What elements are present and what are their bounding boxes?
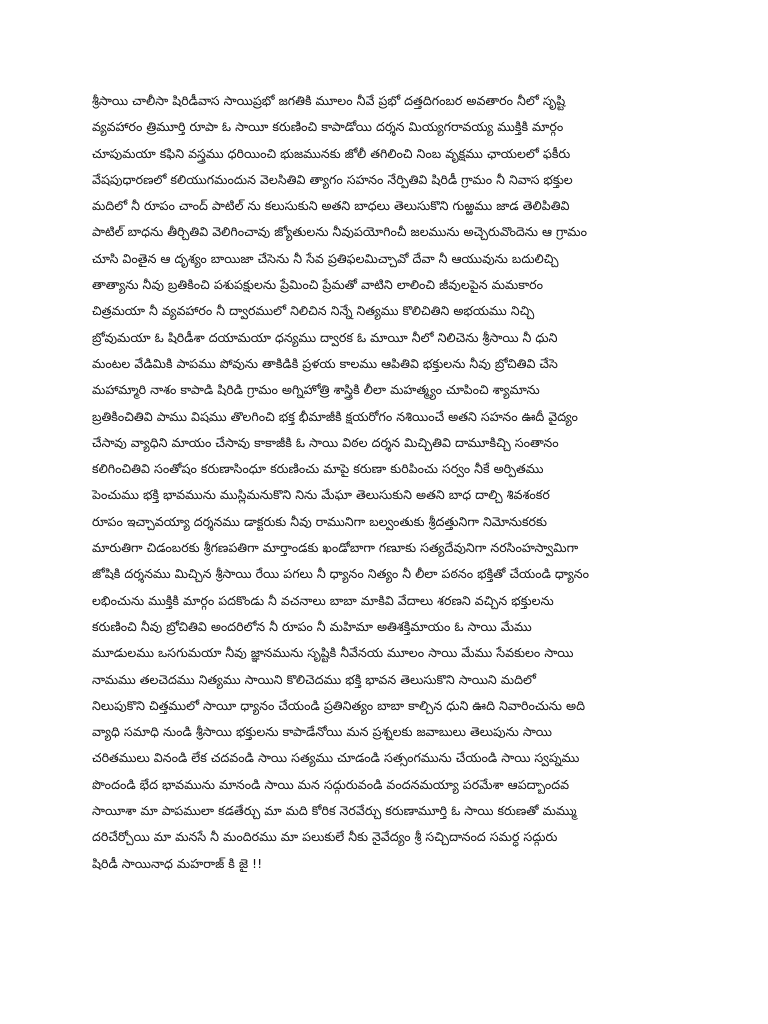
text-line: సాయీశా మా పాపములా కడతేర్చు మా మది కోరిక నెరవేర్చు కరుణామూర్తి ఓ సాయి కరుణతో మమ్ము [92,803,577,819]
text-line: కలిగించితివి సంతోషం కరుణాసింధూ కరుణించు మాపై కరుణా కురిపించు సర్వం నీకే అర్పితము [92,461,544,477]
text-line: జోషికి దర్శనము మిచ్చిన శ్రీసాయి రేయి పగలు నీ ధ్యానం నిత్యం నీ లీలా పఠనం భక్తితో చేయండి ధ్యానం [92,566,590,582]
text-line: కరుణించి నీవు బ్రోచితివి అందరిలోన నీ రూపం నీ మహిమా అతిశక్తిమాయం ఓ సాయి మేము [92,618,532,634]
text-line: నామము తలచెదము నిత్యము సాయిని కొలిచెదము భక్తి భావన తెలుసుకొని సాయిని మదిలో [92,671,536,687]
text-line: వేషపుధారణలో కలియుగమందున వెలసితివి త్యాగం సహనం నేర్పితివి షిరిడీ గ్రామం నీ నివాస భక్తుల [92,171,573,187]
text-line: బ్రోవుమయా ఓ షిరిడీశా దయామయా ధన్యము ద్వారక ఓ మాయీ నీలో నిలిచెను శ్రీసాయి నీ ధుని [92,329,558,345]
text-line: చూసి వింతైన ఆ దృశ్యం బాయిజా చేసెను నీ సేవ ప్రతిఫలమిచ్చావో దేవా నీ ఆయువును బదులిచ్చి [92,250,559,266]
text-line: వ్యవహారం త్రిమూర్తి రూపా ఓ సాయీ కరుణించి కాపాడోయి దర్శన మియ్యగరావయ్య ముక్తికి మార్గం [92,119,564,135]
text-line: మారుతిగా చిడంబరకు శ్రీగణపతిగా మార్తాండకు ఖండోబాగా గణూకు సత్యదేవునిగా నరసింహస్వామిగా [92,540,579,556]
text-line: మహామ్మారి నాశం కాపాడి షిరిడి గ్రామం అగ్నిహోత్రి శాస్త్రికి లీలా మహత్మ్యం చూపించి శ్యామాను [92,382,540,398]
text-line: చిత్రమయా నీ వ్యవహారం నీ ద్వారములో నిలిచిన నిన్నే నిత్యము కొలిచితిని అభయము నిచ్చి [92,303,535,319]
text-line: నిలుపుకొని చిత్తములో సాయీ ధ్యానం చేయండి ప్రతినిత్యం బాబా కాల్చిన ధుని ఊది నివారించును అది [92,697,585,713]
text-line: శ్రీసాయి చాలీసా షిరిడీవాస సాయిప్రభో జగతికి మూలం నీవే ప్రభో దత్తదిగంబర అవతారం నీలో సృష్టి [92,93,566,108]
text-line: వ్యాధి సమాధి నుండి శ్రీసాయి భక్తులను కాపాడేనోయి మన ప్రశ్నలకు జవాబులు తెలుపును సాయి [92,724,553,740]
text-line: రూపం ఇచ్చావయ్యా దర్శనము డాక్టరుకు నీవు రామునిగా బల్వంతుకు శ్రీదత్తునిగా నిమోనుకరకు [92,513,547,529]
text-line: బ్రతికించితివి పాము విషము తొలగించి భక్త భీమాజీకి క్షయరోగం నశియించే అతని సహనం ఊదీ వైద్యం [92,408,578,424]
text-line: లభించును ముక్తికి మార్గం పదకొండు నీ వచనాలు బాబా మాకివి వేదాలు శరణని వచ్చిన భక్తులను [92,592,554,608]
text-line: పెంచుము భక్తి భావమును ముస్లిమనుకొని నిను మేఘా తెలుసుకుని అతని బాధ దాల్చి శివశంకర [92,487,550,503]
text-line: దరిచేర్చోయి మా మనసే నీ మందిరము మా పలుకులే నీకు నైవేద్యం శ్రీ సచ్చిదానంద సమర్ధ సద్గురు [92,829,558,845]
text-line: చూపుమయా కఫిని వస్త్రము ధరియించి భుజమునకు జోలీ తగిలించి నింబ వృక్షము ఛాయలలో ఫకీరు [92,145,571,161]
text-line: మంటల వేడిమికి పాపము పోవును తాకిడికి ప్రళయ కాలము ఆపితివి భక్తులను నీవు బ్రోచితివి చేసె [92,355,558,371]
text-line: చరితములు వినండి లేక చదవండి సాయి సత్యము చూడండి సత్సంగమును చేయండి సాయి స్వప్నము [92,750,580,766]
text-line: మూడులము ఒసగుమయా నీవు జ్ఞానమును సృష్టికి నీవేనయ మూలం సాయి మేము సేవకులం సాయి [92,645,574,661]
text-line: షిరిడీ సాయినాధ మహరాజ్ కి జై !! [92,855,263,871]
text-line: చేసావు వ్యాధిని మాయం చేసావు కాకాజీకి ఓ సాయి విఠల దర్శన మిచ్చితివి దామూకిచ్చి సంతానం [92,434,559,450]
chalisa-text-block [92,88,692,877]
text-line: మదిలో నీ రూపం చాంద్ పాటిల్ ను కలుసుకుని అతని బాధలు తెలుసుకొని గుఱ్ఱము జాడ తెలిపితివి [92,198,570,214]
text-line: తాత్యాను నీవు బ్రతికించి పశుపక్షులను ప్రేమించి ప్రేమతో వాటిని లాలించి జీవులపైన మమకారం [92,277,543,293]
text-line: పాటిల్ బాధను తీర్చితివి వెలిగించావు జ్యోతులను నీవుపయోగించీ జలమును అచ్చెరువొందెను ఆ గ్రామం [92,224,587,240]
text-line: పొందండి భేద భావమును మానండి సాయి మన సద్గురువండి వందనమయ్యా పరమేశా ఆపద్బాందవ [92,776,570,792]
